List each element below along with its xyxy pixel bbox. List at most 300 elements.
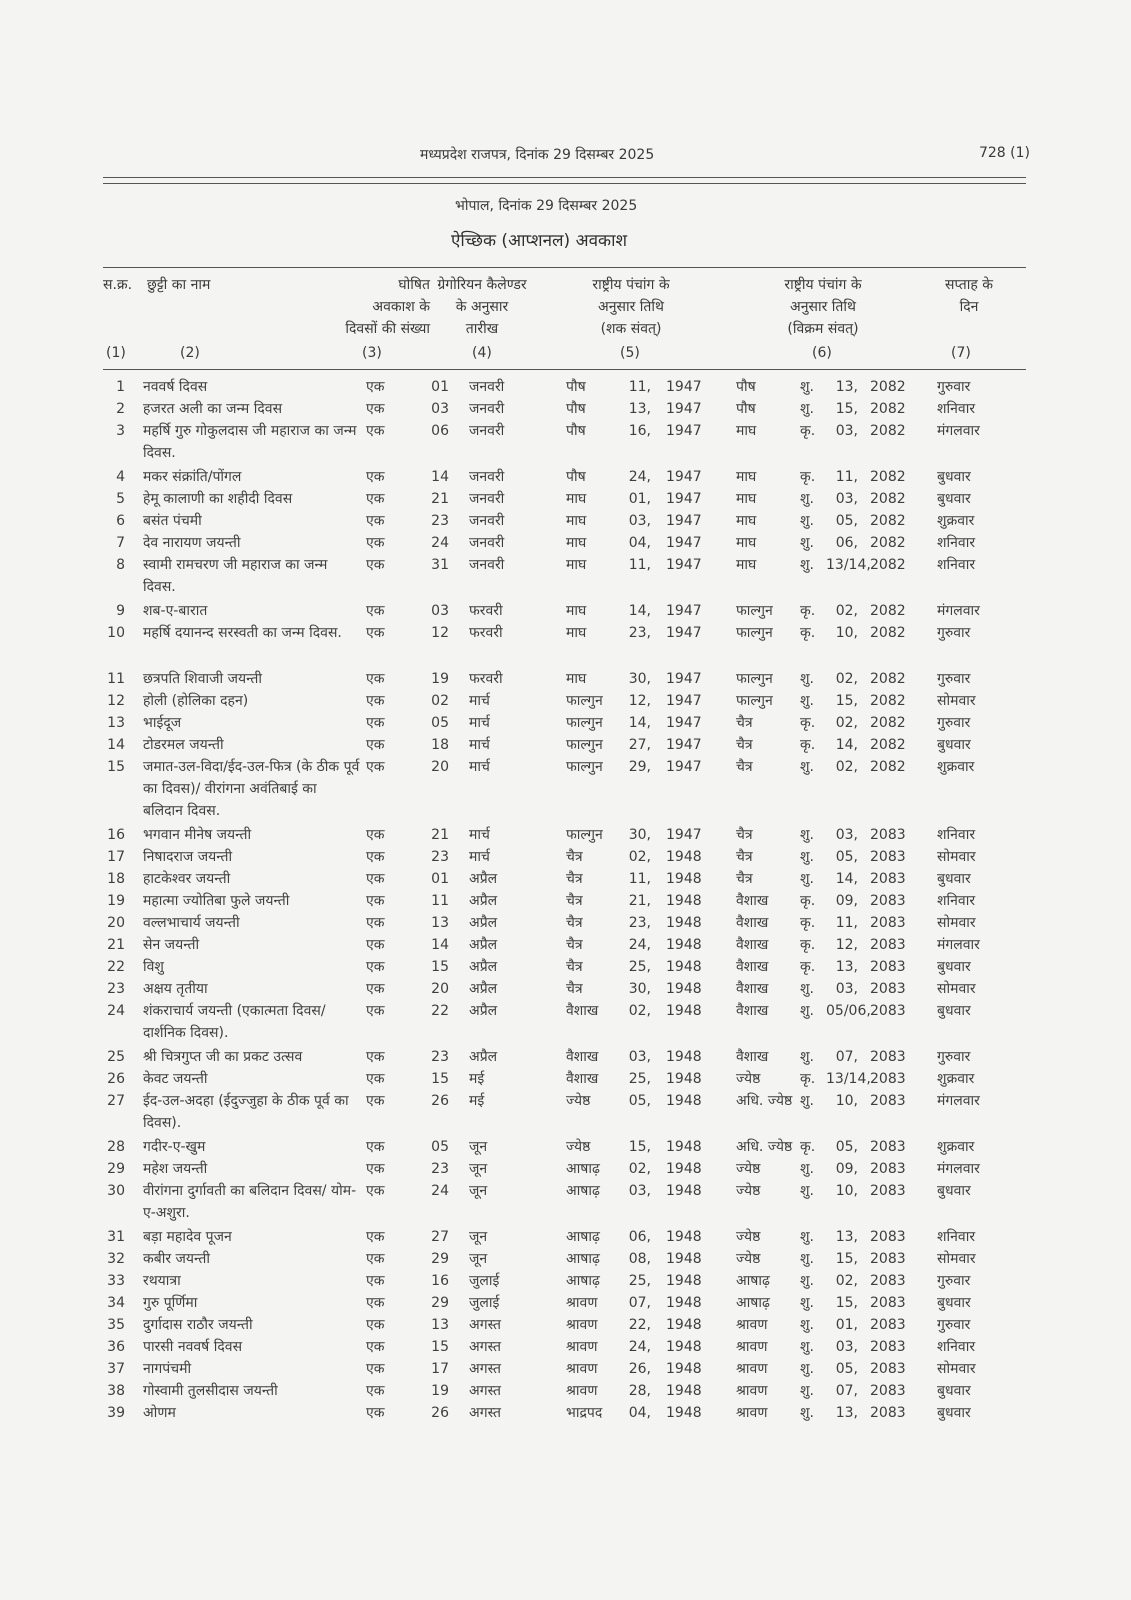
saka-year: 1947 — [666, 625, 702, 641]
table-row — [0, 934, 1131, 956]
table-row — [0, 376, 1131, 398]
holiday-name: वीरांगना दुर्गावती का बलिदान दिवस/ योम-ए-अशुरा. — [143, 1183, 357, 1221]
vikram-year: 2083 — [870, 1071, 906, 1087]
serial-number: 9 — [116, 603, 125, 619]
table-row — [0, 846, 1131, 868]
weekday: शुक्रवार — [937, 1071, 975, 1087]
weekday: मंगलवार — [937, 603, 980, 619]
weekday: बुधवार — [937, 1295, 971, 1311]
saka-day: 29, — [628, 759, 651, 775]
vikram-year: 2083 — [870, 849, 906, 865]
vikram-month: पौष — [736, 401, 756, 417]
gazette-running-title: मध्यप्रदेश राजपत्र, दिनांक 29 दिसम्बर 2025 — [420, 147, 655, 163]
serial-number: 22 — [107, 959, 125, 975]
saka-year: 1947 — [666, 379, 702, 395]
vikram-tithi: 03, — [835, 827, 858, 843]
col-header-greg-line1: ग्रेगोरियन कैलेण्डर — [437, 277, 527, 293]
serial-number: 13 — [107, 715, 125, 731]
saka-year: 1948 — [666, 1183, 702, 1199]
vikram-month: फाल्गुन — [736, 625, 773, 641]
holiday-name: दुर्गादास राठौर जयन्ती — [143, 1317, 253, 1333]
vikram-month: वैशाख — [736, 893, 769, 909]
days-count: एक — [366, 1139, 385, 1155]
saka-month: फाल्गुन — [566, 737, 603, 753]
vikram-paksha: कृ. — [800, 959, 816, 975]
saka-month: आषाढ़ — [566, 1229, 600, 1245]
col-number-2: (2) — [180, 345, 200, 361]
saka-year: 1948 — [666, 1273, 702, 1289]
serial-number: 20 — [107, 915, 125, 931]
vikram-paksha: शु. — [800, 401, 814, 417]
gregorian-day: 15 — [431, 1339, 449, 1355]
days-count: एक — [366, 1405, 385, 1421]
vikram-paksha: शु. — [800, 1405, 814, 1421]
vikram-month: फाल्गुन — [736, 693, 773, 709]
vikram-paksha: शु. — [800, 981, 814, 997]
vikram-year: 2082 — [870, 625, 906, 641]
saka-day: 25, — [628, 1071, 651, 1087]
gregorian-month: मार्च — [469, 759, 490, 775]
vikram-tithi: 13/14, — [826, 1071, 871, 1087]
saka-month: चैत्र — [566, 937, 583, 953]
days-count: एक — [366, 849, 385, 865]
gregorian-day: 23 — [431, 1161, 449, 1177]
holiday-name: वल्लभाचार्य जयन्ती — [143, 915, 240, 931]
vikram-paksha: शु. — [800, 379, 814, 395]
saka-year: 1948 — [666, 937, 702, 953]
vikram-tithi: 03, — [835, 1339, 858, 1355]
saka-year: 1948 — [666, 1161, 702, 1177]
days-count: एक — [366, 1229, 385, 1245]
vikram-tithi: 10, — [835, 625, 858, 641]
vikram-month: श्रावण — [736, 1339, 768, 1355]
saka-year: 1947 — [666, 737, 702, 753]
holiday-name: हेमू कालाणी का शहीदी दिवस — [143, 491, 293, 507]
vikram-year: 2083 — [870, 1161, 906, 1177]
days-count: एक — [366, 1361, 385, 1377]
col-number-5: (5) — [620, 345, 640, 361]
vikram-tithi: 14, — [835, 737, 858, 753]
gregorian-day: 01 — [431, 871, 449, 887]
saka-year: 1948 — [666, 1093, 702, 1109]
holiday-name: विशु — [143, 959, 164, 975]
vikram-tithi: 03, — [835, 423, 858, 439]
vikram-paksha: शु. — [800, 849, 814, 865]
days-count: एक — [366, 423, 385, 439]
vikram-paksha: शु. — [800, 671, 814, 687]
weekday: सोमवार — [937, 849, 976, 865]
saka-day: 15, — [628, 1139, 651, 1155]
holiday-name: सेन जयन्ती — [143, 937, 200, 953]
days-count: एक — [366, 491, 385, 507]
vikram-paksha: शु. — [800, 535, 814, 551]
serial-number: 34 — [107, 1295, 125, 1311]
gregorian-month: अप्रैल — [469, 871, 498, 887]
weekday: गुरुवार — [937, 1317, 971, 1333]
saka-year: 1948 — [666, 1295, 702, 1311]
saka-day: 25, — [628, 1273, 651, 1289]
vikram-year: 2082 — [870, 379, 906, 395]
gregorian-month: अप्रैल — [469, 893, 498, 909]
holiday-name: महर्षि गुरु गोकुलदास जी महाराज का जन्म दिवस. — [143, 423, 357, 461]
saka-day: 14, — [628, 715, 651, 731]
saka-year: 1948 — [666, 871, 702, 887]
days-count: एक — [366, 715, 385, 731]
vikram-year: 2082 — [870, 491, 906, 507]
weekday: बुधवार — [937, 871, 971, 887]
vikram-year: 2083 — [870, 827, 906, 843]
days-count: एक — [366, 1273, 385, 1289]
saka-year: 1947 — [666, 423, 702, 439]
vikram-month: वैशाख — [736, 1049, 769, 1065]
saka-year: 1948 — [666, 959, 702, 975]
saka-day: 08, — [628, 1251, 651, 1267]
gregorian-day: 02 — [431, 693, 449, 709]
gregorian-day: 14 — [431, 469, 449, 485]
saka-month: फाल्गुन — [566, 715, 603, 731]
col-header-vikram-line1: राष्ट्रीय पंचांग के — [784, 277, 862, 293]
gregorian-month: अगस्त — [469, 1383, 502, 1399]
vikram-tithi: 11, — [835, 469, 858, 485]
vikram-tithi: 07, — [835, 1049, 858, 1065]
saka-day: 01, — [628, 491, 651, 507]
days-count: एक — [366, 1183, 385, 1199]
saka-year: 1947 — [666, 827, 702, 843]
vikram-year: 2082 — [870, 693, 906, 709]
vikram-paksha: शु. — [800, 1251, 814, 1267]
table-row — [0, 622, 1131, 668]
vikram-tithi: 01, — [835, 1317, 858, 1333]
saka-month: फाल्गुन — [566, 693, 603, 709]
days-count: एक — [366, 759, 385, 775]
gregorian-month: जून — [469, 1183, 488, 1199]
vikram-tithi: 03, — [835, 491, 858, 507]
saka-day: 23, — [628, 625, 651, 641]
saka-month: पौष — [566, 423, 586, 439]
weekday: बुधवार — [937, 1405, 971, 1421]
days-count: एक — [366, 535, 385, 551]
gregorian-month: मई — [469, 1093, 485, 1109]
table-row — [0, 734, 1131, 756]
vikram-tithi: 15, — [835, 693, 858, 709]
vikram-paksha: कृ. — [800, 937, 816, 953]
vikram-month: माघ — [736, 513, 757, 529]
weekday: गुरुवार — [937, 379, 971, 395]
col-header-vikram — [758, 274, 888, 340]
vikram-month: ज्येष्ठ — [736, 1161, 761, 1177]
vikram-year: 2083 — [870, 959, 906, 975]
vikram-tithi: 09, — [835, 893, 858, 909]
gregorian-month: जुलाई — [469, 1295, 500, 1311]
serial-number: 6 — [116, 513, 125, 529]
vikram-year: 2083 — [870, 1229, 906, 1245]
holiday-name: भगवान मीनेष जयन्ती — [143, 827, 252, 843]
table-row — [0, 890, 1131, 912]
vikram-year: 2083 — [870, 1093, 906, 1109]
vikram-tithi: 03, — [835, 981, 858, 997]
saka-month: आषाढ़ — [566, 1161, 600, 1177]
weekday: सोमवार — [937, 1361, 976, 1377]
saka-day: 03, — [628, 1049, 651, 1065]
vikram-tithi: 05, — [835, 849, 858, 865]
table-row — [0, 1226, 1131, 1248]
saka-year: 1947 — [666, 715, 702, 731]
gregorian-day: 05 — [431, 1139, 449, 1155]
vikram-month: अधि. ज्येष्ठ — [736, 1139, 793, 1155]
vikram-month: चैत्र — [736, 737, 753, 753]
gregorian-day: 15 — [431, 959, 449, 975]
table-row — [0, 690, 1131, 712]
table-row — [0, 756, 1131, 824]
saka-day: 07, — [628, 1295, 651, 1311]
gregorian-day: 23 — [431, 1049, 449, 1065]
col-header-vikram-line3: (विक्रम संवत्) — [787, 321, 859, 337]
vikram-year: 2083 — [870, 981, 906, 997]
days-count: एक — [366, 1295, 385, 1311]
saka-month: माघ — [566, 557, 587, 573]
saka-month: आषाढ़ — [566, 1251, 600, 1267]
gregorian-day: 05 — [431, 715, 449, 731]
vikram-year: 2082 — [870, 401, 906, 417]
gregorian-month: अगस्त — [469, 1361, 502, 1377]
vikram-tithi: 10, — [835, 1183, 858, 1199]
saka-month: चैत्र — [566, 959, 583, 975]
serial-number: 32 — [107, 1251, 125, 1267]
col-header-saka — [566, 274, 696, 340]
vikram-paksha: शु. — [800, 1361, 814, 1377]
holiday-name: श्री चित्रगुप्त जी का प्रकट उत्सव — [143, 1049, 303, 1065]
vikram-paksha: शु. — [800, 1295, 814, 1311]
gregorian-month: मार्च — [469, 737, 490, 753]
vikram-month: चैत्र — [736, 871, 753, 887]
vikram-year: 2083 — [870, 937, 906, 953]
holiday-name: निषादराज जयन्ती — [143, 849, 233, 865]
table-row — [0, 532, 1131, 554]
running-header — [100, 145, 1030, 167]
days-count: एक — [366, 557, 385, 573]
saka-day: 05, — [628, 1093, 651, 1109]
serial-number: 3 — [116, 423, 125, 439]
saka-day: 22, — [628, 1317, 651, 1333]
vikram-paksha: शु. — [800, 1049, 814, 1065]
vikram-year: 2083 — [870, 1273, 906, 1289]
weekday: शुक्रवार — [937, 1139, 975, 1155]
holiday-name: हाटकेश्वर जयन्ती — [143, 871, 231, 887]
table-row — [0, 1180, 1131, 1226]
vikram-paksha: शु. — [800, 827, 814, 843]
vikram-paksha: कृ. — [800, 469, 816, 485]
gregorian-month: जनवरी — [469, 557, 505, 573]
days-count: एक — [366, 981, 385, 997]
gregorian-month: अप्रैल — [469, 1003, 498, 1019]
gregorian-month: मार्च — [469, 849, 490, 865]
weekday: शनिवार — [937, 1339, 976, 1355]
saka-month: माघ — [566, 625, 587, 641]
saka-day: 26, — [628, 1361, 651, 1377]
vikram-tithi: 13, — [835, 1405, 858, 1421]
gregorian-month: जनवरी — [469, 513, 505, 529]
saka-day: 04, — [628, 535, 651, 551]
saka-year: 1947 — [666, 491, 702, 507]
vikram-year: 2082 — [870, 469, 906, 485]
vikram-year: 2083 — [870, 1183, 906, 1199]
vikram-paksha: कृ. — [800, 1139, 816, 1155]
gregorian-month: अगस्त — [469, 1405, 502, 1421]
saka-month: भाद्रपद — [566, 1405, 603, 1421]
vikram-year: 2083 — [870, 1383, 906, 1399]
serial-number: 19 — [107, 893, 125, 909]
days-count: एक — [366, 1049, 385, 1065]
gregorian-day: 29 — [431, 1295, 449, 1311]
saka-year: 1947 — [666, 513, 702, 529]
serial-number: 33 — [107, 1273, 125, 1289]
days-count: एक — [366, 915, 385, 931]
weekday: शुक्रवार — [937, 759, 975, 775]
table-row — [0, 1314, 1131, 1336]
holiday-name: गदीर-ए-खुम — [143, 1139, 206, 1155]
days-count: एक — [366, 469, 385, 485]
saka-day: 30, — [628, 671, 651, 687]
vikram-month: माघ — [736, 557, 757, 573]
weekday: मंगलवार — [937, 1093, 980, 1109]
weekday: शनिवार — [937, 893, 976, 909]
days-count: एक — [366, 737, 385, 753]
holiday-name: छत्रपति शिवाजी जयन्ती — [143, 671, 262, 687]
vikram-tithi: 14, — [835, 871, 858, 887]
saka-year: 1947 — [666, 693, 702, 709]
vikram-month: माघ — [736, 491, 757, 507]
saka-month: श्रावण — [566, 1295, 598, 1311]
holiday-name: देव नारायण जयन्ती — [143, 535, 241, 551]
gregorian-month: मार्च — [469, 715, 490, 731]
gregorian-month: अप्रैल — [469, 915, 498, 931]
vikram-month: वैशाख — [736, 915, 769, 931]
gregorian-day: 20 — [431, 759, 449, 775]
saka-day: 27, — [628, 737, 651, 753]
serial-number: 30 — [107, 1183, 125, 1199]
days-count: एक — [366, 871, 385, 887]
saka-month: आषाढ़ — [566, 1273, 600, 1289]
vikram-paksha: शु. — [800, 1339, 814, 1355]
gregorian-month: अगस्त — [469, 1317, 502, 1333]
vikram-month: ज्येष्ठ — [736, 1229, 761, 1245]
saka-day: 16, — [628, 423, 651, 439]
col-header-saka-line1: राष्ट्रीय पंचांग के — [592, 277, 670, 293]
vikram-paksha: कृ. — [800, 915, 816, 931]
holiday-name: भाईदूज — [143, 715, 182, 731]
serial-number: 39 — [107, 1405, 125, 1421]
vikram-year: 2083 — [870, 1049, 906, 1065]
holiday-name: होली (होलिका दहन) — [143, 693, 249, 709]
serial-number: 37 — [107, 1361, 125, 1377]
days-count: एक — [366, 1317, 385, 1333]
serial-number: 11 — [107, 671, 125, 687]
serial-number: 4 — [116, 469, 125, 485]
gregorian-day: 21 — [431, 491, 449, 507]
vikram-year: 2083 — [870, 871, 906, 887]
saka-month: फाल्गुन — [566, 827, 603, 843]
saka-year: 1948 — [666, 849, 702, 865]
vikram-month: वैशाख — [736, 959, 769, 975]
col-header-saka-line3: (शक संवत्) — [600, 321, 662, 337]
weekday: सोमवार — [937, 981, 976, 997]
serial-number: 35 — [107, 1317, 125, 1333]
vikram-month: ज्येष्ठ — [736, 1183, 761, 1199]
holiday-name: बसंत पंचमी — [143, 513, 202, 529]
saka-day: 24, — [628, 1339, 651, 1355]
saka-month: श्रावण — [566, 1317, 598, 1333]
saka-month: माघ — [566, 535, 587, 551]
col-header-vikram-line2: अनुसार तिथि — [790, 299, 856, 315]
vikram-paksha: शु. — [800, 693, 814, 709]
gregorian-day: 29 — [431, 1251, 449, 1267]
serial-number: 5 — [116, 491, 125, 507]
holiday-name: शब-ए-बारात — [143, 603, 208, 619]
saka-month: चैत्र — [566, 915, 583, 931]
vikram-tithi: 07, — [835, 1383, 858, 1399]
table-row — [0, 1402, 1131, 1424]
weekday: मंगलवार — [937, 1161, 980, 1177]
vikram-paksha: शु. — [800, 1093, 814, 1109]
table-row — [0, 1270, 1131, 1292]
holiday-name: हजरत अली का जन्म दिवस — [143, 401, 283, 417]
saka-month: चैत्र — [566, 849, 583, 865]
table-row — [0, 1336, 1131, 1358]
gregorian-month: जनवरी — [469, 491, 505, 507]
vikram-year: 2083 — [870, 1361, 906, 1377]
vikram-tithi: 11, — [835, 915, 858, 931]
saka-year: 1947 — [666, 401, 702, 417]
saka-day: 23, — [628, 915, 651, 931]
vikram-tithi: 12, — [835, 937, 858, 953]
table-row — [0, 510, 1131, 532]
saka-year: 1948 — [666, 1405, 702, 1421]
weekday: बुधवार — [937, 959, 971, 975]
vikram-paksha: शु. — [800, 1273, 814, 1289]
vikram-year: 2083 — [870, 1295, 906, 1311]
col-header-name: छुट्टी का नाम — [147, 277, 211, 293]
col-number-4: (4) — [472, 345, 492, 361]
vikram-year: 2083 — [870, 1251, 906, 1267]
saka-month: चैत्र — [566, 893, 583, 909]
saka-day: 30, — [628, 981, 651, 997]
saka-day: 03, — [628, 513, 651, 529]
serial-number: 17 — [107, 849, 125, 865]
holiday-name: अक्षय तृतीया — [143, 981, 208, 997]
table-row — [0, 1380, 1131, 1402]
holiday-name: नागपंचमी — [143, 1361, 192, 1377]
holiday-name: महेश जयन्ती — [143, 1161, 208, 1177]
gregorian-day: 15 — [431, 1071, 449, 1087]
saka-month: फाल्गुन — [566, 759, 603, 775]
days-count: एक — [366, 401, 385, 417]
vikram-tithi: 05, — [835, 1139, 858, 1155]
vikram-month: ज्येष्ठ — [736, 1251, 761, 1267]
vikram-month: चैत्र — [736, 827, 753, 843]
holiday-name: ईद-उल-अदहा (ईदुज्जुहा के ठीक पूर्व का दिवस). — [143, 1093, 349, 1131]
saka-month: श्रावण — [566, 1383, 598, 1399]
saka-day: 11, — [628, 557, 651, 573]
col-number-3: (3) — [362, 345, 382, 361]
weekday: सोमवार — [937, 915, 976, 931]
saka-day: 25, — [628, 959, 651, 975]
gregorian-day: 13 — [431, 915, 449, 931]
serial-number: 10 — [107, 625, 125, 641]
vikram-year: 2082 — [870, 535, 906, 551]
vikram-tithi: 05, — [835, 513, 858, 529]
table-row — [0, 1046, 1131, 1068]
gregorian-day: 23 — [431, 513, 449, 529]
